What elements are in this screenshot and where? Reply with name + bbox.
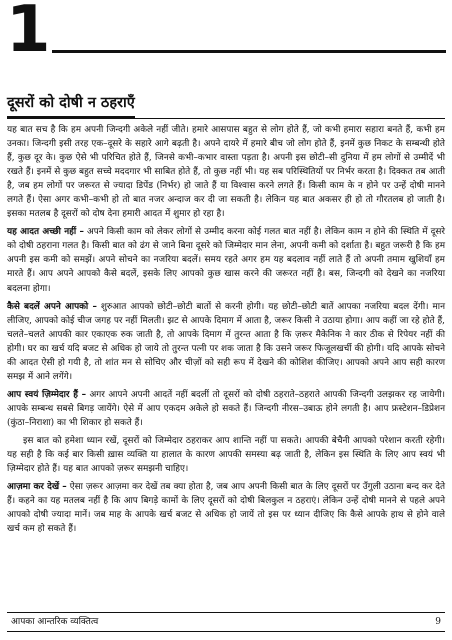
paragraph-responsible — [7, 388, 445, 430]
chapter-header — [6, 0, 446, 67]
page-content — [7, 92, 445, 537]
paragraph-text: इस बात को हमेशा ध्यान रखें, दूसरों को जिम्मेदार ठहराकर आप शान्ति नहीं पा सकते। आपकी बेचैनी आपको परेशान करती रहेगी। यह सही है कि कई बार किसी ख़ास व्यक्ति या हालात के कारण आपकी समस्या बढ़ जाती है, लेकिन इस स्थिति के लिए आप स्वयं भी ज़िम्मेदार होते हैं। यह बात आपको ज़रूर समझनी चाहिए। — [7, 435, 445, 475]
chapter-number: 1 — [6, 0, 49, 67]
footer-book-title: आपका आन्तरिक व्यक्तित्व — [11, 617, 99, 627]
subheading-habit: यह आदत अच्छी नहीं – — [7, 227, 84, 238]
chapter-rule — [52, 50, 446, 53]
title-underline — [7, 92, 445, 119]
paragraph-habit — [7, 225, 445, 295]
paragraph-intro — [7, 123, 445, 221]
subheading-try: आज़मा कर देखें – — [7, 482, 67, 493]
page-title: दूसरों को दोषी न ठहराएँ — [7, 92, 135, 118]
paragraph-try — [7, 480, 445, 536]
paragraph-text: अगर आपने अपनी आदतें नहीं बदलीं तो दूसरों को दोषी ठहराते–ठहराते आपकी जिन्दगी उलझकर रह जायेगी। आपके सम्बन्ध सबसे बिगड़ जायेंगे। ऐसे में आप एकदम अकेले हो सकते हैं। जिन्दगी नीरस–उबाऊ होने लगती है। आप फ्रस्टेशन–डिप्रेशन (कुंठा–निराशा) का भी शिकार हो सकते हैं। — [7, 389, 445, 428]
paragraph-change — [7, 300, 445, 384]
page-footer — [7, 612, 445, 632]
paragraph-peace — [7, 434, 445, 476]
paragraph-text: ऐसा ज़रूर आज़मा कर देखें तब क्या होता है, जब आप अपनी किसी बात के लिए दूसरों पर उँगुली उठाना बन्द कर देते हैं। कहने का यह मतलब नहीं है कि आप बिगड़े कामों के लिए दूसरों को दोषी बिलकुल न ठहराएं। लेकिन उन्हें दोषी मानने से पहले अपने आपको दोषी ज्यादा मानें। जब माह के आपके खर्च बजट से अधिक हो जायें तो इस पर ध्यान दीजिए कि कैसे आपके हाथ से होने वाले खर्च कम हो सकते हैं। — [7, 482, 446, 535]
paragraph-text: अपने किसी काम को लेकर लोगों से उम्मीद करना कोई गलत बात नहीं है। लेकिन काम न होने की स्थिति में दूसरे को दोषी ठहराना गलत है। किसी बात को ढंग से जाने बिना दूसरे को जिम्मेदार मान लेना, अपनी कमी को दर्शाता है। बहुत जरूरी है कि हम अपनी इस कमी को समझें। अपने सोचने का नजरिया बदलें। समय रहते अगर हम यह बदलाव नहीं लाते हैं तो अपनी तमाम खुशियाँ हम मारते हैं। आप अपने आपको कैसे बदलें, इसके लिए आपको कुछ खास करने की जरूरत नहीं है। बस, जिन्दगी को देखने का नजरिया बदलना होगा। — [7, 227, 445, 294]
paragraph-text: शुरुआत आपको छोटी–छोटी बातों से करनी होगी। यह छोटी–छोटी बातें आपका नजरिया बदल देंगी। मान लीजिए, आपको कोई चीज जगह पर नहीं मिलती। झट से आपके दिमाग में आता है, जरूर किसी ने उठाया होगा। आप कहीं जा रहे होते हैं, चलते–चलते आपकी कार एकाएक रुक जाती है, तो आपके दिमाग में तुरन्त आता है कि ज़रूर मैकेनिक ने कार ठीक से रिपेयर नहीं की होगी। घर का खर्च यदि बजट से अधिक हो जाये तो तुरन्त पत्नी पर शक जाता है कि उसने जरूर फिजूलखर्ची की होगी। यदि आपके सोचने की आदत ऐसी हो गयी है, तो शांत मन से सोचिए और चीज़ों को सही रूप में देखने की कोशिश कीजिए। आपको अपने आप सही कारण समझ में आने लगेंगे। — [7, 301, 445, 382]
footer-page-number: 9 — [435, 617, 441, 627]
subheading-change: कैसे बदलें अपने आपको – — [7, 301, 97, 312]
paragraph-text: यह बात सच है कि हम अपनी जिन्दगी अकेले नहीं जीते। हमारे आसपास बहुत से लोग होते हैं, जो कभी हमारा सहारा बनते हैं, कभी हम उनका। जिन्दगी इसी तरह एक–दूसरे के सहारे आगे बढ़ती है। अपने दायरे में हमारे बीच जो लोग होते हैं, इनमें कुछ निकट के सम्बन्धी होते हैं, कुछ दूर के। कुछ ऐसे भी परिचित होते हैं, जिनसे कभी–कभार वास्ता पड़ता है। अपनी इस छोटी–सी दुनिया में हम लोगों से उम्मीदें भी रखते हैं। इनमें से कुछ बहुत सच्चे मददगार भी साबित होते हैं, तो कुछ नहीं भी। यह सब परिस्थितियों पर निर्भर करता है। दिक्कत तब आती है, जब हम लोगों पर जरूरत से ज्यादा डिपेंड (निर्भर) हो जाते हैं या विश्वास करने लगते हैं। किसी काम के न होने पर उन्हें दोषी मानने लगते हैं। ऐसा अगर कभी–कभी हो तो बात नजर अन्दाज कर दी जा सकती है। लेकिन यह बात अकसर ही हो तो गौरतलब हो जाती है। इसका मतलब है दूसरों को दोष देना हमारी आदत में शुमार हो रहा है। — [7, 125, 445, 220]
subheading-responsible: आप स्वयं ज़िम्मेदार हैं – — [7, 389, 87, 400]
